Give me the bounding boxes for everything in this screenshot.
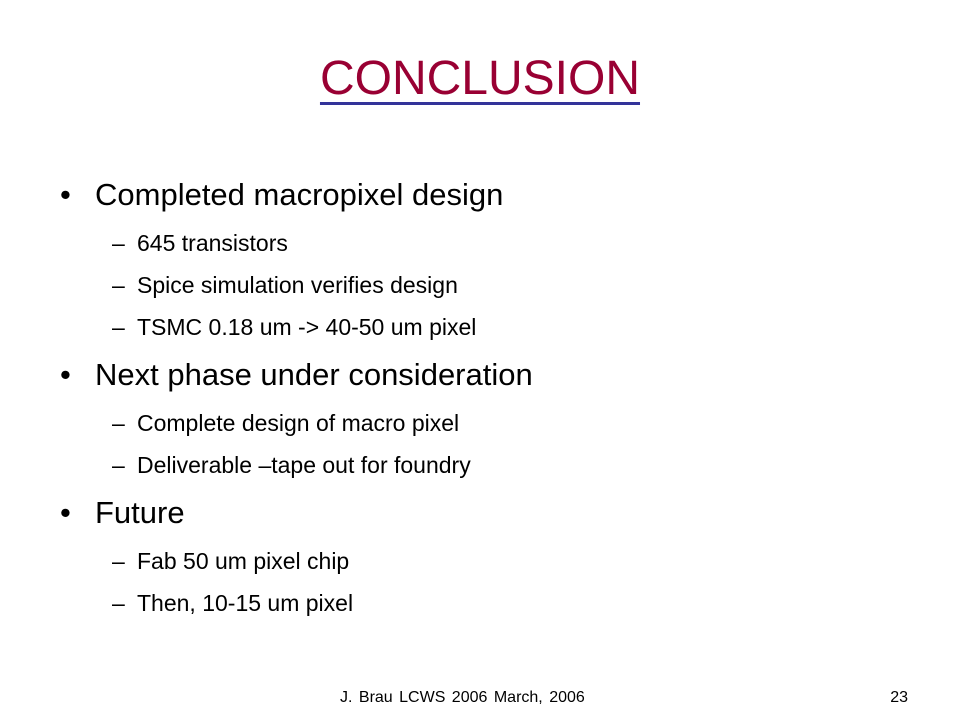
bullet-marker: • xyxy=(60,177,71,212)
bullet-marker: • xyxy=(60,357,71,392)
bullet-text: Completed macropixel design xyxy=(95,177,504,212)
sub-bullet-text: 645 transistors xyxy=(137,230,288,256)
sub-bullet-marker: – xyxy=(112,272,125,298)
sub-bullet-text: TSMC 0.18 um -> 40-50 um pixel xyxy=(137,314,477,340)
sub-bullet-text: Spice simulation verifies design xyxy=(137,272,458,298)
sub-bullet-item xyxy=(0,306,960,348)
bullet-item xyxy=(0,168,960,222)
bullet-item xyxy=(0,348,960,402)
slide-footer: J. Brau LCWS 2006 March, 2006 xyxy=(340,689,585,706)
bullet-list xyxy=(0,168,960,624)
sub-bullet-text: Deliverable –tape out for foundry xyxy=(137,452,471,478)
sub-bullet-marker: – xyxy=(112,230,125,256)
page-number: 23 xyxy=(890,689,908,706)
sub-bullet-item xyxy=(0,402,960,444)
bullet-marker: • xyxy=(60,495,71,530)
sub-bullet-marker: – xyxy=(112,590,125,616)
slide-title-text: CONCLUSION xyxy=(319,52,641,105)
sub-bullet-marker: – xyxy=(112,452,125,478)
sub-bullet-item xyxy=(0,582,960,624)
sub-bullet-item xyxy=(0,264,960,306)
sub-bullet-item xyxy=(0,540,960,582)
bullet-text: Next phase under consideration xyxy=(95,357,533,392)
sub-bullet-marker: – xyxy=(112,410,125,436)
sub-bullet-marker: – xyxy=(112,548,125,574)
sub-bullet-item xyxy=(0,222,960,264)
sub-bullet-marker: – xyxy=(112,314,125,340)
bullet-item xyxy=(0,486,960,540)
sub-bullet-item xyxy=(0,444,960,486)
bullet-text: Future xyxy=(95,495,185,530)
slide-title xyxy=(0,50,960,108)
sub-bullet-text: Complete design of macro pixel xyxy=(137,410,460,436)
sub-bullet-text: Fab 50 um pixel chip xyxy=(137,548,350,574)
sub-bullet-text: Then, 10-15 um pixel xyxy=(137,590,354,616)
